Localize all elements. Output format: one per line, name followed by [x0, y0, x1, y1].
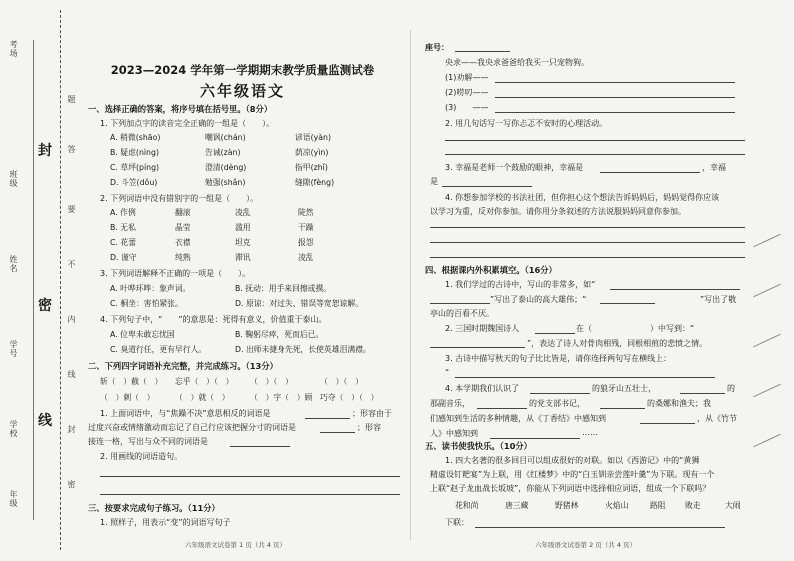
- answer-line[interactable]: [495, 82, 735, 83]
- exam-subtitle: 六年级语文: [199, 82, 285, 100]
- q2-option: 翻滚: [175, 208, 191, 217]
- q1-option: 缝隙(fèng): [295, 178, 335, 187]
- edge-mark: [753, 384, 781, 398]
- q2-option: 报怨: [298, 238, 314, 247]
- q2-option: C. 花蕾: [110, 238, 136, 247]
- s2-question-1-line3: 接连一格，写出与众不同的词语是: [88, 437, 208, 446]
- example-sentence: 央求——我央求爸爸给我买一只宠物狗。: [445, 58, 589, 67]
- binding-label-exam-room: 考场: [9, 40, 18, 58]
- s3-question-1: 1. 照样子，用表示“变”的词语写句子: [100, 518, 231, 527]
- fill-word: （ ）就（ ）: [175, 393, 230, 402]
- answer-line[interactable]: [230, 446, 290, 447]
- question-1-2: 2. 下列词语中没有错别字的一组是（ ）。: [100, 194, 259, 203]
- answer-line[interactable]: [495, 112, 735, 113]
- r-question-3-line2: 是: [430, 177, 438, 186]
- answer-line[interactable]: [535, 333, 575, 334]
- edge-mark: [753, 284, 781, 298]
- xialian-label: 下联：: [445, 518, 469, 527]
- answer-line[interactable]: [430, 242, 745, 243]
- section-4-heading: 四、根据课内外积累填空。（16分）: [425, 265, 557, 275]
- s2-question-1: 1. 上面词语中，与“焦躁不决”意思相反的词语是: [100, 409, 271, 418]
- s4-question-2: 2. 三国时期魏国诗人: [445, 324, 520, 333]
- question-1-1: 1. 下列加点字的读音完全正确的一组是（ ）。: [100, 119, 275, 128]
- info-line: [33, 40, 34, 520]
- section-3-heading: 三、按要求完成句子练习。（11分）: [88, 503, 220, 513]
- answer-line[interactable]: [490, 438, 580, 439]
- binding-hint-8: 密: [67, 480, 76, 489]
- q4-option: B. 鞠躬尽瘁，死而后已。: [235, 330, 324, 339]
- s4-question-2-d: ”，表达了诗人对骨肉相残，同根相煎的悲愤之情。: [527, 339, 708, 348]
- q1-option: 告诫(zàn): [205, 148, 241, 157]
- seal-line: [60, 10, 61, 550]
- fill-word: （ ）刺（ ）: [100, 393, 155, 402]
- binding-mark-xian: 线: [38, 413, 52, 429]
- s4-question-4-b: 的狼牙山五壮士，: [592, 384, 656, 393]
- answer-line[interactable]: [680, 393, 725, 394]
- binding-label-school: 学校: [9, 420, 18, 438]
- r-question-3: 3. 幸福是老师一个鼓励的眼神，幸福是: [445, 163, 584, 172]
- q1-option: 指甲(zhǐ): [295, 163, 328, 172]
- binding-mark-feng: 封: [38, 143, 52, 159]
- binding-hint-5: 内: [67, 315, 76, 324]
- q2-option: 凌乱: [298, 253, 314, 262]
- binding-strip: [0, 0, 85, 561]
- answer-line[interactable]: [530, 393, 590, 394]
- answer-line[interactable]: [600, 303, 655, 304]
- binding-hint-7: 封: [67, 425, 76, 434]
- s5-paragraph-2: 精虚设钉耙宴”为上联，用《红楼梦》中的“白玉钏亲尝莲叶羹”为下联。现有一个: [430, 470, 715, 479]
- q2-option: 滞讯: [235, 253, 251, 262]
- word-choice: 花和尚: [455, 501, 479, 510]
- q4-option: C. 臭道行任，更有早行人。: [110, 345, 207, 354]
- q2-option: 晶莹: [175, 223, 191, 232]
- column-divider: [410, 30, 411, 540]
- s4-question-1-cont2: ”写出了敬: [700, 295, 737, 304]
- s2-question-1-line2: 过度兴奋或情绪激动而忘记了自己行应该把握分寸的词语是: [88, 423, 296, 432]
- binding-hint-4: 不: [67, 260, 76, 269]
- q1-option: 澄清(dèng): [205, 163, 247, 172]
- q1-option: 谚语(yàn): [295, 133, 332, 142]
- s4-question-4: 4. 本学期我们认识了: [445, 384, 520, 393]
- example-item-3: (3) ——: [445, 103, 489, 112]
- page-footer-right: 六年级语文试卷第 2 页（共 4 页）: [535, 541, 637, 549]
- q2-option: B. 无私: [110, 223, 136, 232]
- answer-line[interactable]: [430, 347, 525, 348]
- s2-question-2: 2. 用画线的词语造句。: [100, 452, 183, 461]
- q2-option: 衣襟: [175, 238, 191, 247]
- exam-title: 2023—2024 学年第一学期期末教学质量监测试卷: [110, 63, 375, 77]
- answer-line[interactable]: [430, 303, 490, 304]
- s4-question-1-cont: ”写出了泰山的高大雄伟；“: [490, 295, 587, 304]
- section-5-heading: 五、读书使我快乐。（10分）: [425, 441, 532, 451]
- section-2-heading: 二、下列四字词语补充完整，并完成练习。（13分）: [88, 361, 278, 371]
- answer-line[interactable]: [445, 154, 745, 155]
- s4-question-4-i: 人》中感知到: [430, 429, 478, 438]
- answer-line[interactable]: [600, 172, 700, 173]
- q3-option: A. 叶哗环哗：象声词。: [110, 284, 191, 293]
- q2-option: A. 作例: [110, 208, 136, 217]
- answer-line[interactable]: [445, 140, 745, 141]
- page-footer-left: 六年级语文试卷第 1 页（共 4 页）: [185, 541, 287, 549]
- s4-question-2-c: ）中写到：“: [650, 324, 695, 333]
- word-choice: 大闹: [725, 501, 741, 510]
- s5-paragraph-1: 1. 四大名著的很多回目可以组成很好的对联。如以《西游记》中的“黄狮: [445, 456, 700, 465]
- binding-hint-2: 答: [67, 145, 76, 154]
- seat-number-field[interactable]: [455, 51, 510, 52]
- answer-line[interactable]: [640, 423, 695, 424]
- q1-option: 嘲讽(chán): [205, 133, 246, 142]
- q1-option: 勉强(shǎn): [205, 178, 246, 187]
- r-question-2: 2. 用几句话写一写你忐忑不安时的心理活动。: [445, 119, 608, 128]
- edge-mark: [753, 434, 781, 448]
- q4-option: D. 出师未捷身先死，长使英雄泪满襟。: [235, 345, 371, 354]
- fill-word: （ ）字（ ）顾: [250, 393, 313, 402]
- binding-mark-mi: 密: [38, 298, 52, 314]
- word-choice: 路阻: [650, 501, 666, 510]
- s4-question-3-quote: “: [445, 368, 450, 377]
- answer-line[interactable]: [305, 418, 350, 419]
- q4-option: A. 位卑未敢忘忧国: [110, 330, 175, 339]
- binding-label-name: 姓名: [9, 255, 18, 273]
- q3-option: D. 原谅：对过失、错误等宽恕谅解。: [235, 299, 363, 308]
- fill-word: 斩（ ）截（ ）: [100, 377, 163, 386]
- s4-question-4-j: ……: [582, 428, 598, 437]
- s4-question-4-e: 的党支部书记，: [529, 399, 585, 408]
- binding-hint-3: 要: [67, 205, 76, 214]
- xialian-answer-line[interactable]: [475, 527, 725, 528]
- s5-paragraph-3: 上联“赵子龙血战长坂坡”，你能从下列词语中选择相应词语，组成一个下联吗？: [430, 484, 711, 493]
- word-choice: 败走: [685, 501, 701, 510]
- answer-line[interactable]: [430, 257, 745, 258]
- s4-question-2-b: 在（: [576, 324, 592, 333]
- answer-line[interactable]: [430, 227, 745, 228]
- binding-label-class: 班级: [9, 170, 18, 188]
- question-1-4: 4. 下列句子中，“ ”的意思是：死得有意义，价值重于泰山。: [100, 315, 327, 324]
- q2-option: D. 谨守: [110, 253, 137, 262]
- answer-line[interactable]: [610, 289, 740, 290]
- q2-option: 滥用: [235, 223, 251, 232]
- question-1-3: 3. 下列词语解释不正确的一项是（ ）。: [100, 269, 251, 278]
- s4-question-4-c: 的: [727, 384, 735, 393]
- s4-question-3: 3. 古诗中描写秋天的句子比比皆是，请你连择两句写在横线上：: [445, 354, 672, 363]
- s4-question-4-h: ，从《竹节: [697, 414, 737, 423]
- example-item-2: (2)唠叨——: [445, 88, 489, 97]
- answer-line[interactable]: [442, 186, 532, 187]
- r-question-4: 4. 你想参加学校的书法社团，但你担心这个想法告诉妈妈后，妈妈觉得你应该: [445, 193, 720, 202]
- s2-question-1-cont: ；形容由于: [352, 409, 392, 418]
- answer-line[interactable]: [477, 408, 527, 409]
- r-question-3-cont: ，幸福: [702, 163, 726, 172]
- s2-question-1-line2-cont: ；形容: [357, 423, 381, 432]
- q2-option: 凌乱: [235, 208, 251, 217]
- edge-mark: [753, 234, 781, 248]
- s4-question-1-line3: 亭山的百看不厌。: [430, 309, 494, 318]
- word-choice: 野猪林: [555, 501, 579, 510]
- r-question-4-line2: 以学习为重，反对你参加。请你用分条叙述的方法说服妈妈同意你参加。: [430, 207, 686, 216]
- fill-word: （ ）（ ）: [320, 377, 363, 386]
- answer-line[interactable]: [100, 476, 400, 477]
- answer-line[interactable]: [455, 377, 715, 378]
- s4-question-4-g: 们感知到生活的多种情趣，从《丁香结》中感知到: [430, 414, 606, 423]
- answer-line[interactable]: [495, 97, 735, 98]
- word-choice: 唐三藏: [505, 501, 529, 510]
- s4-question-4-d: 那副音乐，: [430, 399, 470, 408]
- section-1-heading: 一、选择正确的答案，将序号填在括号里。（8分）: [88, 104, 273, 114]
- binding-label-grade: 年级: [9, 490, 18, 508]
- q1-option: C. 草坪(píng): [110, 163, 160, 172]
- answer-line[interactable]: [600, 408, 645, 409]
- q2-option: 纯熟: [175, 253, 191, 262]
- example-item-1: (1)劝解——: [445, 73, 489, 82]
- s4-question-1: 1. 我们学过的古诗中，写山的非常多，如“: [445, 280, 596, 289]
- q2-option: 坦克: [235, 238, 251, 247]
- q2-option: 干躁: [298, 223, 314, 232]
- q2-option: 陡然: [298, 208, 314, 217]
- q1-option: D. 斗笠(dǒu): [110, 178, 158, 187]
- q3-option: C. 桐坐：害怕紧张。: [110, 299, 183, 308]
- q3-option: B. 抚动：用手来回擦或摸。: [235, 284, 332, 293]
- fill-word: （ ）（ ）: [250, 377, 293, 386]
- word-choice: 火焰山: [605, 501, 629, 510]
- q1-option: B. 疑虑(nìng): [110, 148, 159, 157]
- answer-line[interactable]: [100, 494, 400, 495]
- answer-line[interactable]: [320, 432, 355, 433]
- q1-option: A. 稍微(shāo): [110, 133, 161, 142]
- edge-mark: [753, 334, 781, 348]
- q1-option: 荫凉(yìn): [295, 148, 329, 157]
- binding-hint-1: 题: [67, 95, 76, 104]
- binding-hint-6: 线: [67, 370, 76, 379]
- seat-label: 座号：: [425, 43, 449, 52]
- s4-question-4-f: 的桑娜和渔夫；我: [647, 399, 711, 408]
- fill-word: 忘乎（ ）（ ）: [175, 377, 234, 386]
- binding-label-student-id: 学号: [9, 340, 18, 358]
- fill-word: 巧夺（ ）（ ）: [320, 393, 379, 402]
